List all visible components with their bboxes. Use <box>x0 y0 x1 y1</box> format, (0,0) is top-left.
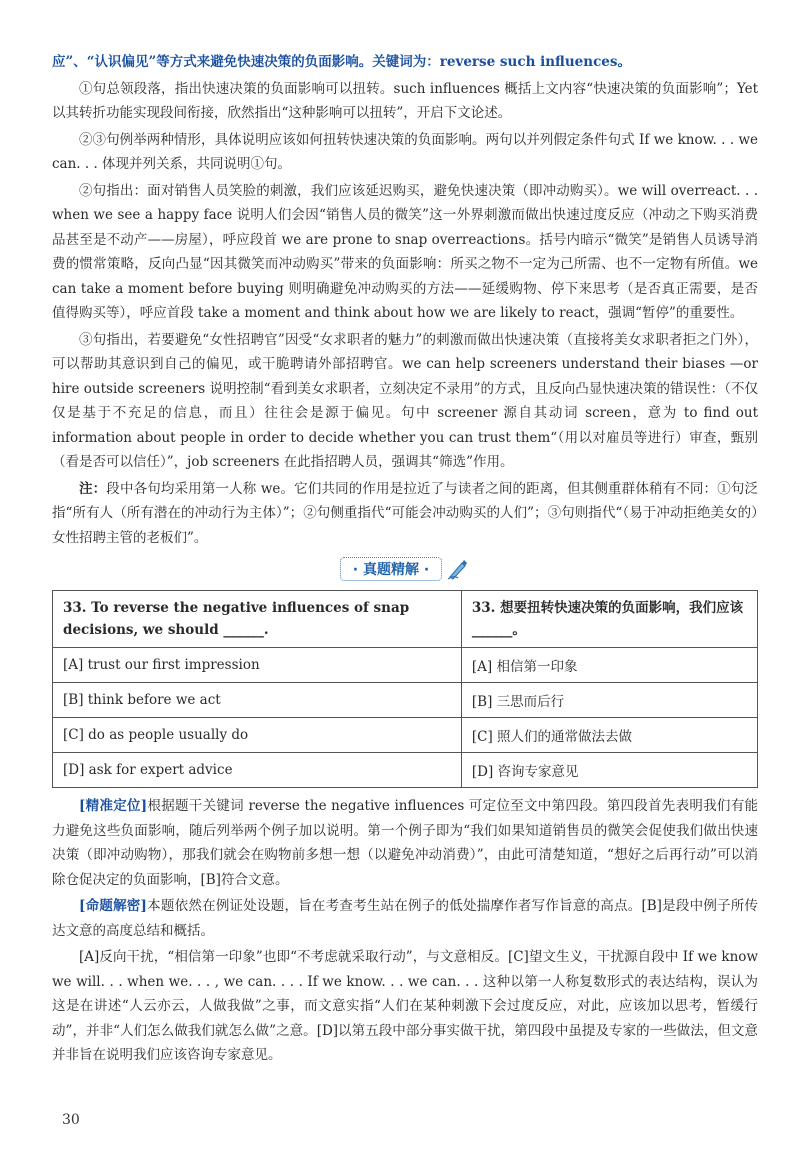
note-text: 段中各句均采用第一人称 we。它们共同的作用是拉近了与读者之间的距离，但其侧重群体稍有不同：①句泛指“所有人（所有潜在的冲动行为主体）”；②句侧重指代“可能会冲动购买的人们”；③句则指代“（易于冲动拒绝美女的）女性招聘主管的老板们”。 <box>52 480 758 546</box>
option-row-b <box>53 683 758 718</box>
page-number: 30 <box>62 1112 80 1128</box>
analysis-distractors: [A]反向干扰，“相信第一印象”也即“不考虑就采取行动”，与文意相反。[C]望文生义，干扰源自段中 If we know we will. . . when we. . . , we can. . . . If we know. . . we can. . . 这种以第一人称复数形式的表达结构，误认为这是在讲述“人云亦云，人做我做”之事，而文意实指“人们在某种刺激下会过度反应，对此，应该加以思考，暂缓行动”，并非“人们怎么做我们就怎么做”之意。[D]以第五段中部分事实做干扰，第四段中虽提及专家的一些做法，但文意并非旨在说明我们应该咨询专家意见。 <box>52 949 758 1063</box>
paragraph-4: ③句指出，若要避免“女性招聘官”因受“女求职者的魅力”的刺激而做出快速决策（直接将美女求职者拒之门外），可以帮助其意识到自己的偏见，或干脆聘请外部招聘官。we can help screeners understand their biases —or hire outside screeners 说明控制“看到美女求职者，立刻决定不录用”的方式，且反向凸显快速决策的错误性：（不仅仅是基于不充足的信息，而且）往往会是源于偏见。句中 screener 源自其动词 screen，意为 to find out information about people in order to decide whether you can trust them“（用以对雇员等进行）审查，甄别（看是否可以信任）”，job screeners 在此指招聘人员，强调其“筛选”作用。 <box>52 331 758 470</box>
section-heading <box>52 556 758 582</box>
option-row-d <box>53 753 758 788</box>
pen-icon <box>446 557 470 581</box>
analysis-decode <box>52 894 758 943</box>
option-a-zh: [A] 相信第一印象 <box>461 648 757 683</box>
analysis-decode-tag: [命题解密] <box>79 898 147 914</box>
analysis-locate <box>52 794 758 892</box>
analysis-locate-text: 根据题干关键词 reverse the negative influences 可定位至文中第四段。第四段首先表明我们有能力避免这些负面影响，随后列举两个例子加以说明。第一个例子即为“我们如果知道销售员的微笑会促使我们做出快速决策（即冲动购物），那我们就会在购物前多想一想（以避免冲动消费）”，由此可清楚知道，“想好之后再行动”可以消除仓促决定的负面影响，[B]符合文意。 <box>52 798 758 888</box>
option-b-zh: [B] 三思而后行 <box>461 683 757 718</box>
option-d-en: [D] ask for expert advice <box>53 753 462 788</box>
option-c-en: [C] do as people usually do <box>53 718 462 753</box>
page-content <box>52 50 758 1070</box>
option-row-c <box>53 718 758 753</box>
option-d-zh: [D] 咨询专家意见 <box>461 753 757 788</box>
question-table <box>52 590 758 788</box>
option-b-en: [B] think before we act <box>53 683 462 718</box>
paragraph-2: ②③句例举两种情形，具体说明应该如何扭转快速决策的负面影响。两句以并列假定条件句式 If we know. . . we can. . . 体现并列关系，共同说明①句。 <box>52 131 758 172</box>
analysis-decode-text: 本题依然在例证处设题，旨在考查考生站在例子的低处揣摩作者写作旨意的高点。[B]是段中例子所传达文意的高度总结和概括。 <box>52 898 759 939</box>
note-label: 注： <box>79 480 107 497</box>
paragraph-1: ①句总领段落，指出快速决策的负面影响可以扭转。such influences 概括上文内容“快速决策的负面影响”；Yet 以其转折功能实现段间衔接，欣然指出“这种影响可以扭转”，开启下文论述。 <box>52 80 758 121</box>
option-a-en: [A] trust our first impression <box>53 648 462 683</box>
option-c-zh: [C] 照人们的通常做法去做 <box>461 718 757 753</box>
question-row <box>53 591 758 648</box>
question-en: 33. To reverse the negative influences of snap decisions, we should ______. <box>53 591 462 648</box>
top-line: 应”、“认识偏见”等方式来避免快速决策的负面影响。关键词为：reverse such influences。 <box>52 54 631 70</box>
question-zh: 33. 想要扭转快速决策的负面影响，我们应该______。 <box>461 591 757 648</box>
note-paragraph <box>52 477 758 551</box>
analysis-locate-tag: [精准定位] <box>79 798 148 814</box>
section-title: · 真题精解 · <box>340 557 442 581</box>
paragraph-3: ②句指出：面对销售人员笑脸的刺激，我们应该延迟购买，避免快速决策（即冲动购买）。we will overreact. . . when we see a happy face 说明人们会因“销售人员的微笑”这一外界刺激而做出快速过度反应（冲动之下购买消费品甚至是不动产——房屋），呼应段首 we are prone to snap overreactions。括号内暗示“微笑”是销售人员诱导消费的惯常策略，反向凸显“因其微笑而冲动购买”带来的负面影响：所买之物不一定为己所需、也不一定物有所值。we can take a moment before buying 则明确避免冲动购买的方法——延缓购物、停下来思考（是否真正需要，是否值得购买等），呼应首段 take a moment and think about how we are likely to react，强调“暂停”的重要性。 <box>52 182 758 321</box>
option-row-a <box>53 648 758 683</box>
